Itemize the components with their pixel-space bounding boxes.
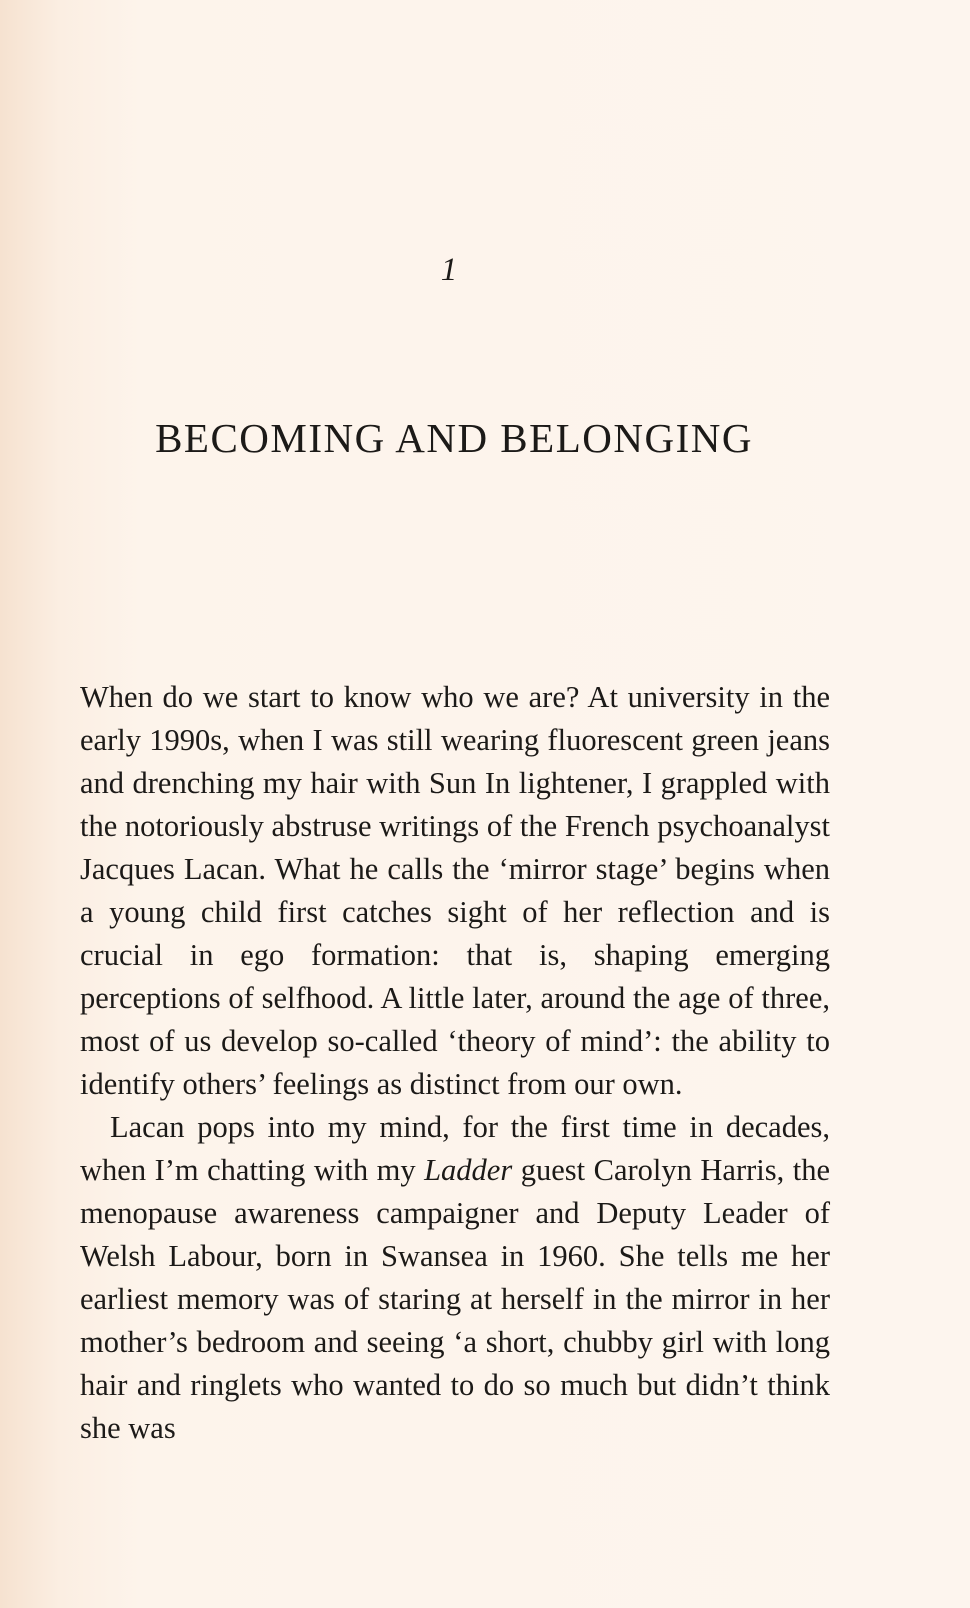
chapter-number: 1 (440, 252, 458, 288)
paragraph-2-italic-title: Ladder (424, 1153, 513, 1187)
paragraph-2 (80, 1106, 830, 1450)
paragraph-1: When do we start to know who we are? At university in the early 1990s, when I was still wearing fluorescent green jeans and drenching my hair with Sun In lightener, I grappled with the notoriously abstruse writings of the French psychoanalyst Jacques Lacan. What he calls the ‘mirror stage’ begins when a young child first catches sight of her reflection and is crucial in ego formation: that is, shaping emerging perceptions of selfhood. A little later, around the age of three, most of us develop so-called ‘theory of mind’: the ability to identify others’ feelings as distinct from our own. (80, 680, 830, 1101)
paragraph-2-part-2: guest Carolyn Harris, the menopause awareness campaigner and Deputy Leader of Welsh Labour, born in Swansea in 1960. She tells me her earliest memory was of staring at herself in the mirror in her mother’s bedroom and seeing ‘a short, chubby girl with long hair and ringlets who wanted to do so much but didn’t think she was (80, 1153, 831, 1445)
body-text (80, 676, 830, 1450)
paragraph-2-part-1: Lacan pops into my mind, for the first time in decades, when I’m chatting with my (80, 1110, 830, 1187)
chapter-title: BECOMING AND BELONGING (155, 415, 753, 461)
